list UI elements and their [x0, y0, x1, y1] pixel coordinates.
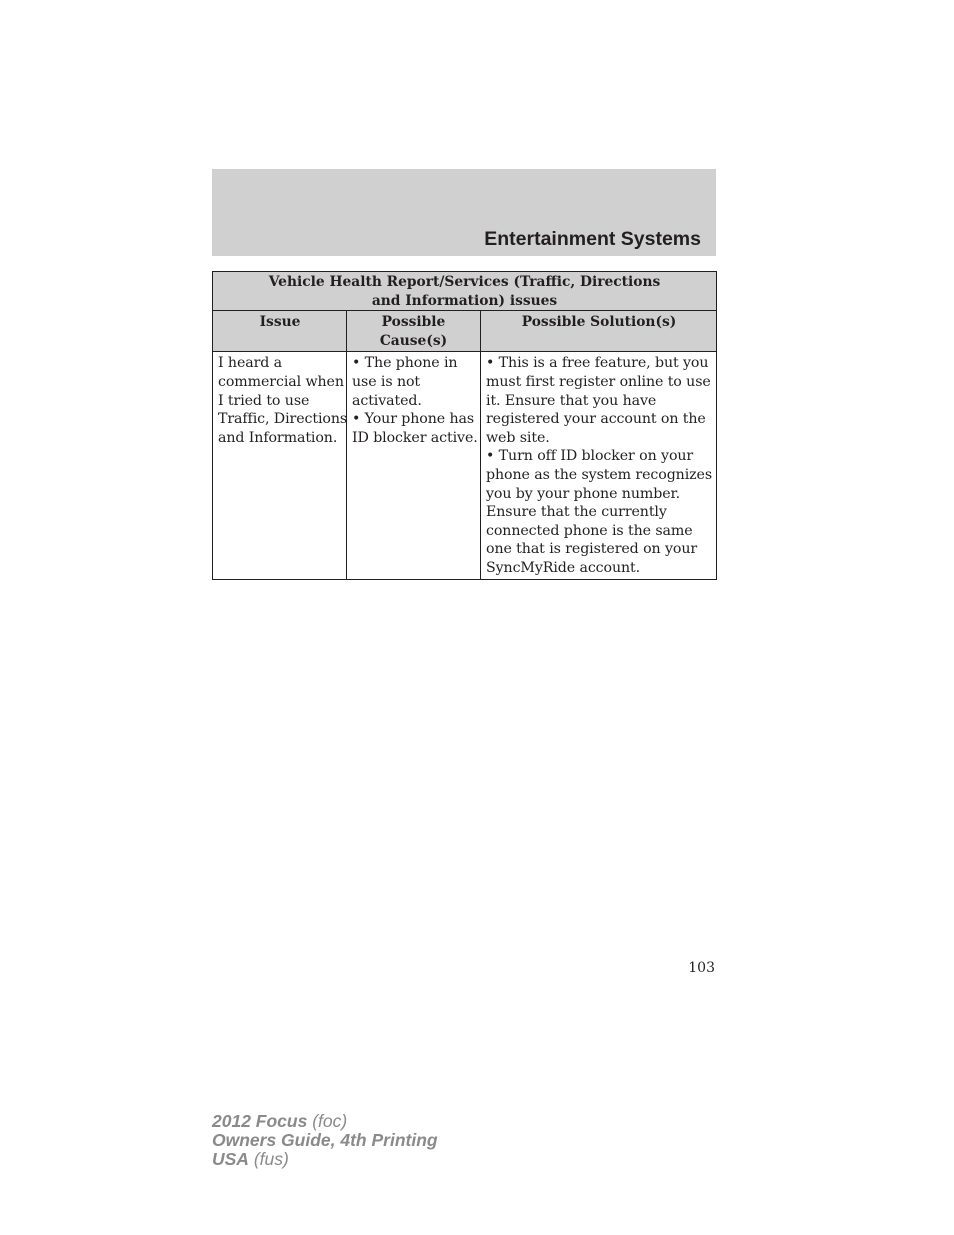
section-header-band — [212, 169, 716, 256]
solution-line: must first register online to use — [486, 373, 711, 390]
solution-line: it. Ensure that you have — [486, 392, 657, 409]
cause-line: activated. — [352, 392, 422, 409]
footer-line-market — [212, 1150, 438, 1169]
issue-line: commercial when — [218, 373, 344, 390]
issue-line: I heard a — [218, 355, 283, 372]
solution-cell — [481, 352, 717, 579]
column-header-possible-solutions: Possible Solution(s) — [481, 311, 717, 352]
issue-line: Traffic, Directions — [218, 411, 348, 428]
footer-model-code: (foc) — [307, 1111, 348, 1131]
solution-line: registered your account on the — [486, 411, 706, 428]
cause-line: • The phone in — [352, 355, 458, 372]
solution-line: • Turn off ID blocker on your — [486, 448, 694, 465]
troubleshooting-table — [212, 271, 717, 580]
table-row — [213, 352, 717, 579]
table-title-row — [213, 272, 717, 311]
table-title: Vehicle Health Report/Services (Traffic, Directions and Information) issues — [213, 272, 717, 311]
document-footer — [212, 1112, 438, 1169]
cause-line: use is not — [352, 373, 421, 390]
cause-line: • Your phone has — [352, 411, 475, 428]
solution-line: • This is a free feature, but you — [486, 355, 709, 372]
cause-cell — [347, 352, 481, 579]
solution-line: Ensure that the currently — [486, 504, 667, 521]
footer-market: USA — [212, 1149, 249, 1169]
column-header-possible-causes: Possible Cause(s) — [347, 311, 481, 352]
footer-line-guide — [212, 1131, 438, 1150]
footer-guide-edition: Owners Guide, 4th Printing — [212, 1130, 438, 1150]
column-header-issue: Issue — [213, 311, 347, 352]
footer-line-model — [212, 1112, 438, 1131]
footer-market-code: (fus) — [248, 1149, 289, 1169]
solution-line: connected phone is the same — [486, 522, 693, 539]
footer-model-year: 2012 Focus — [212, 1111, 308, 1131]
issue-line: and Information. — [218, 429, 338, 446]
solution-line: you by your phone number. — [486, 485, 681, 502]
cause-line: ID blocker active. — [352, 429, 478, 446]
issue-cell — [213, 352, 347, 579]
page-number: 103 — [688, 960, 715, 976]
issue-line: I tried to use — [218, 392, 310, 409]
solution-line: web site. — [486, 429, 550, 446]
table-header-row — [213, 311, 717, 352]
solution-line: one that is registered on your — [486, 541, 698, 558]
solution-line: phone as the system recognizes — [486, 466, 713, 483]
solution-line: SyncMyRide account. — [486, 559, 641, 576]
section-title: Entertainment Systems — [484, 228, 701, 250]
